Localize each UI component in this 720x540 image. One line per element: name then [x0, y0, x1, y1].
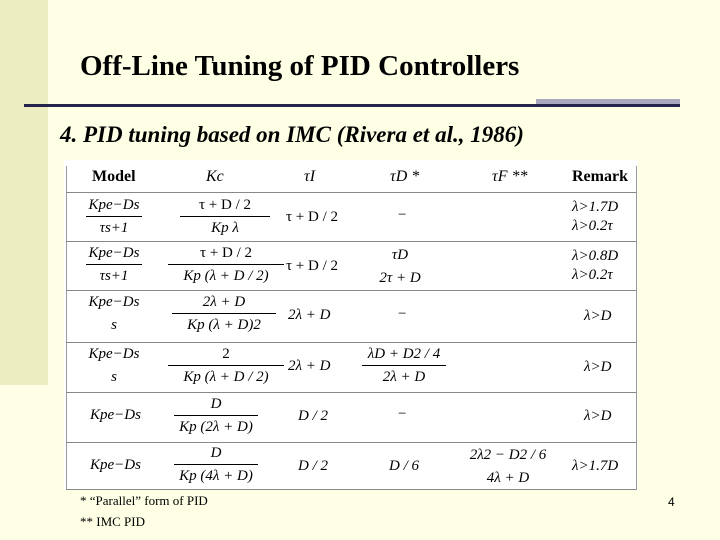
kc-numerator: 2λ + D [202, 294, 246, 310]
taud-cell: D / 6 [389, 458, 419, 474]
fraction-bar [172, 313, 276, 314]
taui-cell: 2λ + D [288, 358, 331, 374]
taud-cell: − [398, 306, 407, 322]
header-taud: τD * [390, 168, 420, 185]
taud-cell [362, 345, 446, 386]
remark-line-1: λ>D [584, 359, 612, 375]
kc-cell [168, 244, 284, 285]
remark-line-2: λ>0.2τ [572, 218, 613, 234]
taui-cell: τ + D / 2 [286, 258, 338, 274]
model-numerator: Kpe−Ds [88, 346, 140, 362]
kc-cell [168, 345, 284, 386]
taud-cell: − [398, 207, 407, 223]
kc-cell [174, 395, 258, 436]
fraction-bar [174, 415, 258, 416]
kc-numerator: D [210, 396, 222, 412]
kc-cell [174, 444, 258, 485]
footnote-parallel: * “Parallel” form of PID [80, 493, 208, 508]
page-number: 4 [668, 495, 675, 509]
fraction-bar [86, 365, 142, 366]
taui-cell: 2λ + D [288, 307, 331, 323]
model-numerator: Kpe−Ds [88, 245, 140, 261]
taud-numerator: τD [391, 247, 409, 263]
side-strip [0, 0, 48, 385]
header-kc: Kc [206, 168, 224, 185]
model-cell: Kpe−Ds [90, 407, 141, 423]
remark-line-1: λ>D [584, 308, 612, 324]
kc-denominator: Kp (λ + D / 2) [183, 369, 269, 385]
header-divider [66, 192, 636, 193]
row-divider [66, 392, 636, 393]
kc-numerator: 2 [222, 346, 230, 362]
fraction-bar [168, 365, 284, 366]
table-row [86, 196, 142, 237]
taud-cell [374, 246, 426, 287]
table-row [86, 293, 142, 334]
taud-numerator: λD + D2 / 4 [367, 346, 441, 362]
row-divider [66, 442, 636, 443]
remark-line-2: λ>0.2τ [572, 267, 613, 283]
header-taui: τI [304, 168, 316, 185]
fraction-bar [86, 313, 142, 314]
remark-line-1: λ>1.7D [572, 458, 619, 474]
kc-numerator: τ + D / 2 [200, 245, 252, 261]
fraction-bar [168, 264, 284, 265]
taud-denominator: 2τ + D [379, 270, 421, 286]
kc-denominator: Kp (λ + D / 2) [183, 268, 269, 284]
header-remark: Remark [572, 168, 628, 185]
tauf-denominator: 4λ + D [486, 470, 530, 486]
taui-cell: τ + D / 2 [286, 209, 338, 225]
fraction-bar [180, 216, 270, 217]
fraction-bar [86, 216, 142, 217]
row-divider [66, 290, 636, 291]
taud-cell: − [398, 406, 407, 422]
title-rule [24, 104, 680, 107]
kc-denominator: Kp (λ + D)2 [187, 317, 261, 333]
model-numerator: Kpe−Ds [88, 294, 140, 310]
kc-numerator: τ + D / 2 [199, 197, 251, 213]
remark-line-1: λ>1.7D [572, 199, 619, 215]
taui-cell: D / 2 [298, 458, 328, 474]
tauf-cell [462, 446, 554, 487]
fraction-bar [86, 264, 142, 265]
tuning-table [64, 160, 638, 490]
model-denominator: s [111, 317, 117, 333]
remark-line-1: λ>D [584, 408, 612, 424]
fraction-bar [362, 365, 446, 366]
fraction-bar [174, 464, 258, 465]
taui-cell: D / 2 [298, 408, 328, 424]
model-cell: Kpe−Ds [90, 457, 141, 473]
table-row [86, 345, 142, 386]
row-divider [66, 241, 636, 242]
model-denominator: τs+1 [99, 220, 129, 236]
fraction-bar [374, 266, 426, 267]
taud-denominator: 2λ + D [382, 369, 426, 385]
footnote-imc: ** IMC PID [80, 514, 146, 529]
model-denominator: s [111, 369, 117, 385]
table-row [86, 244, 142, 285]
tauf-numerator: 2λ2 − D2 / 6 [469, 447, 547, 463]
fraction-bar [462, 466, 554, 467]
header-tauf: τF ** [492, 168, 528, 185]
header-model: Model [92, 168, 136, 185]
row-divider [66, 342, 636, 343]
model-numerator: Kpe−Ds [88, 197, 140, 213]
model-denominator: τs+1 [99, 268, 129, 284]
slide-title: Off-Line Tuning of PID Controllers [80, 50, 520, 82]
remark-line-1: λ>0.8D [572, 248, 619, 264]
kc-cell [180, 196, 270, 237]
table-border-right [636, 166, 637, 490]
kc-denominator: Kp λ [211, 220, 239, 236]
slide-subtitle: 4. PID tuning based on IMC (Rivera et al., 1986) [60, 122, 524, 147]
kc-denominator: Kp (4λ + D) [179, 468, 253, 484]
kc-denominator: Kp (2λ + D) [179, 419, 253, 435]
kc-cell [172, 293, 276, 334]
kc-numerator: D [210, 445, 222, 461]
table-bottom [66, 489, 636, 490]
